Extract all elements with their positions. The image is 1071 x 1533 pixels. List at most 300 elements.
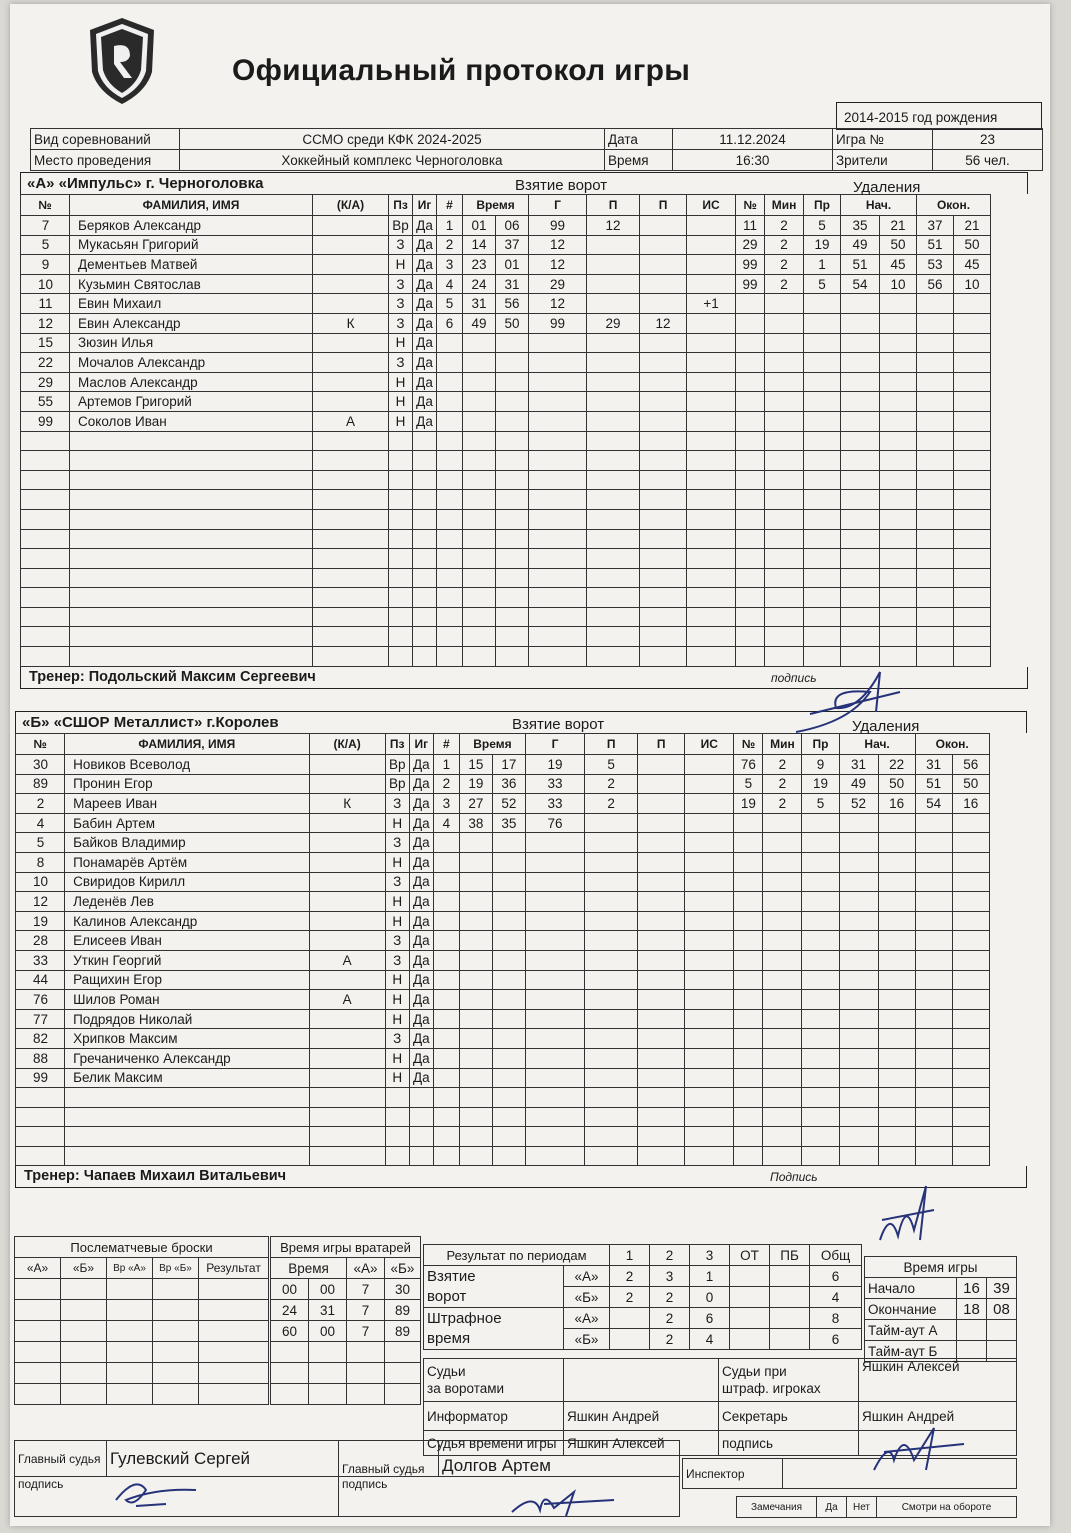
team-a-player-name: Соколов Иван (70, 411, 313, 431)
team-a-goal-strength (687, 216, 736, 236)
team-b-col-g-p1: П (585, 734, 638, 755)
time-label: Время (605, 150, 673, 171)
team-a-penalty-end-min: 53 (917, 255, 954, 275)
team-a-row (21, 313, 1028, 333)
team-b-row (16, 755, 1027, 775)
team-a-penalty-start-min: 54 (841, 274, 880, 294)
inspector-table (682, 1458, 1017, 1489)
team-a-col-g-p2: П (640, 195, 687, 216)
team-b-player-played: Да (409, 852, 433, 872)
team-a-row (21, 647, 1028, 667)
remarks-yes[interactable]: Да (817, 1497, 847, 1518)
team-b-row (16, 1009, 1027, 1029)
team-a-penalty-end-min: 37 (917, 216, 954, 236)
team-a-table (20, 194, 1028, 667)
goals-label-1: Взятие (424, 1266, 564, 1287)
team-a-col-g-g: Г (529, 195, 587, 216)
team-a-row (21, 607, 1028, 627)
team-b-player-role (309, 1068, 385, 1088)
team-a-player-played: Да (413, 294, 437, 314)
chief1: Гулевский Сергей (107, 1441, 339, 1477)
team-a-player-number: 29 (21, 372, 70, 392)
team-b-goal-assist-1: 2 (585, 774, 638, 794)
team-a-col-p-no: № (21, 195, 70, 216)
team-b-goal-minute: 38 (459, 813, 492, 833)
team-a-goal-assist-1 (587, 294, 640, 314)
secretary-label: Секретарь (719, 1402, 859, 1431)
team-a-player-played: Да (413, 372, 437, 392)
team-b-coach: Тренер: Чапаев Михаил Витальевич (24, 1168, 287, 1185)
team-a-player-number: 11 (21, 294, 70, 314)
team-b-player-position: З (385, 794, 409, 814)
team-b-col-pen-end: Окон. (915, 734, 989, 755)
team-a-player-position: Н (389, 255, 413, 275)
team-a-col-pen-end: Окон. (917, 195, 991, 216)
shootout-table (14, 1236, 269, 1405)
team-b-row (16, 970, 1027, 990)
team-b-player-played: Да (409, 1029, 433, 1049)
team-b-player-position: З (385, 1029, 409, 1049)
goal-judges-label (424, 1359, 564, 1402)
box-judges: Яшкин Алексей (859, 1359, 1017, 1402)
shootout-col-result: Результат (199, 1258, 269, 1279)
team-b-player-position: Н (385, 813, 409, 833)
team-a-goal-assist-2 (640, 255, 687, 275)
team-a-goal-minute: 01 (463, 216, 496, 236)
team-a-player-role (313, 255, 389, 275)
team-a-row (21, 216, 1028, 236)
period-2-head: 2 (650, 1245, 690, 1266)
team-b-player-role: А (309, 990, 385, 1010)
remarks-see-back: Смотри на обороте (877, 1497, 1017, 1518)
team-b-col-pen-start: Нач. (839, 734, 915, 755)
team-b-penalty-reason: 9 (802, 755, 839, 775)
team-b-player-played: Да (409, 950, 433, 970)
team-b-player-role (309, 1048, 385, 1068)
team-a-player-position: Н (389, 411, 413, 431)
periods-table (423, 1244, 862, 1350)
team-a-goal-number: 4 (437, 274, 463, 294)
pim-a-total: 8 (810, 1308, 862, 1329)
team-a-row (21, 372, 1028, 392)
team-a-player-role (313, 353, 389, 373)
team-b-row (16, 1107, 1027, 1127)
team-b-goal-strength (685, 813, 734, 833)
goalie-time-table (270, 1236, 421, 1405)
spectators-label: Зрители (833, 150, 933, 171)
team-b-penalty-end-sec: 56 (952, 755, 989, 775)
team-a-coach: Тренер: Подольский Максим Сергеевич (29, 668, 316, 685)
team-b-goal-strength (685, 774, 734, 794)
shootout-col-gkb: Вр «Б» (153, 1258, 199, 1279)
goals-a-p3: 1 (690, 1266, 730, 1287)
club-logo (86, 16, 158, 106)
team-a-player-name: Дементьев Матвей (70, 255, 313, 275)
end-hour: 18 (957, 1299, 987, 1320)
team-a-name: «А» «Импульс» г. Черноголовка (27, 175, 264, 192)
team-a-player-role: К (313, 313, 389, 333)
summary-section (14, 1234, 1014, 1522)
start-label: Начало (865, 1278, 957, 1299)
goalie-time-sec: 00 (309, 1279, 347, 1300)
team-b-goal-strength (685, 794, 734, 814)
team-b-player-role (309, 1029, 385, 1049)
team-b-player-position: З (385, 872, 409, 892)
goals-label-2: ворот (424, 1287, 564, 1308)
inspector-label: Инспектор (683, 1459, 783, 1489)
team-b-goal-assist-2 (638, 794, 685, 814)
team-a-penalty-player: 11 (736, 216, 765, 236)
team-b-row (16, 931, 1027, 951)
pim-b-p3: 4 (690, 1329, 730, 1350)
team-b-player-position: З (385, 833, 409, 853)
team-b-player-played: Да (409, 1048, 433, 1068)
competition-label: Вид соревнований (31, 129, 180, 150)
team-b-goal-assist-1: 2 (585, 794, 638, 814)
team-a-player-played: Да (413, 392, 437, 412)
team-b-goal-assist-1: 5 (585, 755, 638, 775)
team-b-header (15, 711, 1027, 733)
team-b-row (16, 774, 1027, 794)
team-a-player-role: А (313, 411, 389, 431)
team-a-goal-scorer: 12 (529, 255, 587, 275)
team-a-row (21, 411, 1028, 431)
team-a-player-position: З (389, 274, 413, 294)
team-b-player-role (309, 970, 385, 990)
goalie-b: 89 (385, 1300, 421, 1321)
goals-team-b: «Б» (564, 1287, 610, 1308)
team-a-goal-assist-1 (587, 255, 640, 275)
remarks-label: Замечания (737, 1497, 817, 1518)
team-a-player-played: Да (413, 411, 437, 431)
pim-b-total: 6 (810, 1329, 862, 1350)
team-b-player-number: 8 (16, 852, 65, 872)
team-b-penalty-start-sec: 22 (878, 755, 915, 775)
team-a-col-pos: Пз (389, 195, 413, 216)
game-number: 23 (933, 129, 1043, 150)
team-b-player-played: Да (409, 813, 433, 833)
goalie-time-col: Время (271, 1258, 347, 1279)
team-a-col-g-n: # (437, 195, 463, 216)
team-a-player-role (313, 216, 389, 236)
team-a-col-g-p1: П (587, 195, 640, 216)
team-b-table (15, 733, 1027, 1166)
team-b-player-number: 2 (16, 794, 65, 814)
team-b-player-position: Вр (385, 755, 409, 775)
team-a-penalty-minutes: 2 (765, 216, 804, 236)
team-b-player-role (309, 755, 385, 775)
goals-a-p1: 2 (610, 1266, 650, 1287)
team-a-penalty-player: 99 (736, 274, 765, 294)
team-a-player-position: Вр (389, 216, 413, 236)
team-b-penalty-player: 19 (734, 794, 763, 814)
team-b-row (16, 872, 1027, 892)
team-b-player-played: Да (409, 1009, 433, 1029)
team-a-penalty-player: 99 (736, 255, 765, 275)
team-a-player-position: З (389, 235, 413, 255)
team-b-col-played: Иг (409, 734, 433, 755)
team-a-col-g-is: ИС (687, 195, 736, 216)
chief2-sign-label: подпись (339, 1477, 680, 1517)
team-b-player-role: К (309, 794, 385, 814)
team-b-goal-minute: 27 (459, 794, 492, 814)
team-a-player-name: Артемов Григорий (70, 392, 313, 412)
goalie-a: 7 (347, 1279, 385, 1300)
team-b-penalty-end-sec: 16 (952, 794, 989, 814)
team-a-col-ka: (К/А) (313, 195, 389, 216)
end-label: Окончание (865, 1299, 957, 1320)
team-b-player-role (309, 1009, 385, 1029)
team-b-penalty-end-min: 51 (915, 774, 952, 794)
team-b-goal-scorer: 19 (525, 755, 584, 775)
team-b-player-name: Ращихин Егор (65, 970, 309, 990)
team-b-penalty-reason: 5 (802, 794, 839, 814)
team-a-goal-scorer: 99 (529, 216, 587, 236)
period-pb-head: ПБ (770, 1245, 810, 1266)
team-b-player-position: Н (385, 970, 409, 990)
team-a-row (21, 333, 1028, 353)
team-a-player-name: Евин Александр (70, 313, 313, 333)
team-a-goal-strength: +1 (687, 294, 736, 314)
team-a-penalty-minutes: 2 (765, 235, 804, 255)
protocol-sheet (10, 4, 1050, 1526)
team-a-goal-second: 37 (496, 235, 529, 255)
team-b-player-position: Н (385, 852, 409, 872)
team-a-player-number: 9 (21, 255, 70, 275)
team-a-row (21, 274, 1028, 294)
team-a-player-played: Да (413, 274, 437, 294)
team-a-penalty-start-min: 35 (841, 216, 880, 236)
game-time-title: Время игры (865, 1257, 1017, 1278)
team-b-goal-second: 36 (492, 774, 525, 794)
team-a-goal-second: 06 (496, 216, 529, 236)
team-b-penalty-end-min: 31 (915, 755, 952, 775)
team-a-player-name: Мочалов Александр (70, 353, 313, 373)
team-a-row (21, 470, 1028, 490)
team-b-player-played: Да (409, 833, 433, 853)
goals-b-p2: 2 (650, 1287, 690, 1308)
team-a-row (21, 431, 1028, 451)
goals-team-a: «А» (564, 1266, 610, 1287)
team-a-penalty-end-sec: 10 (954, 274, 991, 294)
team-b-penalty-start-min: 31 (839, 755, 878, 775)
team-b-player-played: Да (409, 970, 433, 990)
team-a-penalty-start-sec: 21 (880, 216, 917, 236)
team-b-player-name: Мареев Иван (65, 794, 309, 814)
team-b-row (16, 794, 1027, 814)
team-a-pen-title: Удаления (853, 179, 921, 196)
team-a-row (21, 451, 1028, 471)
team-b-goal-assist-2 (638, 774, 685, 794)
team-b-row (16, 852, 1027, 872)
team-a-penalty-start-sec: 50 (880, 235, 917, 255)
info-table (30, 128, 1043, 171)
team-b-goal-second: 35 (492, 813, 525, 833)
team-b-row (16, 990, 1027, 1010)
pim-b-pb (770, 1329, 810, 1350)
team-a-penalty-start-sec: 10 (880, 274, 917, 294)
team-a-penalty-player: 29 (736, 235, 765, 255)
team-a-goal-scorer: 29 (529, 274, 587, 294)
competition: ССМО среди КФК 2024-2025 (180, 129, 605, 150)
pim-a-ot (730, 1308, 770, 1329)
team-b-player-played: Да (409, 990, 433, 1010)
team-a-coach-row (20, 667, 1028, 689)
team-b-row (16, 1146, 1027, 1166)
team-b-player-role (309, 911, 385, 931)
team-a-penalty-reason: 5 (804, 274, 841, 294)
chief2: Долгов Артем (439, 1441, 680, 1477)
goals-a-pb (770, 1266, 810, 1287)
team-b-row (16, 1029, 1027, 1049)
team-a-row (21, 255, 1028, 275)
team-b-player-position: З (385, 950, 409, 970)
team-a-row (21, 627, 1028, 647)
shootout-title: Послематчевые броски (15, 1237, 269, 1258)
team-a-row (21, 235, 1028, 255)
team-b-goal-number: 2 (433, 774, 459, 794)
team-b-col-g-time: Время (459, 734, 525, 755)
team-b-player-position: З (385, 931, 409, 951)
team-a-penalty-reason: 19 (804, 235, 841, 255)
team-a-penalty-start-min: 49 (841, 235, 880, 255)
goalie-time-sec: 00 (309, 1321, 347, 1342)
team-b-col-g-n: # (433, 734, 459, 755)
goalie-col-a: «А» (347, 1258, 385, 1279)
team-b-player-name: Бабин Артем (65, 813, 309, 833)
team-b-goal-minute: 15 (459, 755, 492, 775)
team-b-player-played: Да (409, 774, 433, 794)
team-b-player-played: Да (409, 872, 433, 892)
team-a-player-role (313, 235, 389, 255)
team-b-col-pos: Пз (385, 734, 409, 755)
team-b-col-pen-pr: Пр (802, 734, 839, 755)
pim-team-a: «А» (564, 1308, 610, 1329)
team-b-player-role (309, 852, 385, 872)
team-a-col-played: Иг (413, 195, 437, 216)
remarks-no[interactable]: Нет (847, 1497, 877, 1518)
pim-b-p2: 2 (650, 1329, 690, 1350)
team-b-player-played: Да (409, 1068, 433, 1088)
team-b-player-role (309, 892, 385, 912)
team-b-player-position: Н (385, 1009, 409, 1029)
team-b-col-ka: (К/А) (309, 734, 385, 755)
team-b-player-number: 4 (16, 813, 65, 833)
team-b-goal-number: 3 (433, 794, 459, 814)
team-a-goal-minute: 23 (463, 255, 496, 275)
pim-a-p3: 6 (690, 1308, 730, 1329)
end-minute: 08 (987, 1299, 1017, 1320)
period-ot-head: ОТ (730, 1245, 770, 1266)
game-time-table (864, 1256, 1017, 1362)
team-a-penalty-start-sec: 45 (880, 255, 917, 275)
chief1-sign-label: подпись (15, 1477, 339, 1517)
team-a-penalty-start-min: 51 (841, 255, 880, 275)
team-a-penalty-end-sec: 21 (954, 216, 991, 236)
goals-a-ot (730, 1266, 770, 1287)
team-a-penalty-reason: 1 (804, 255, 841, 275)
team-a-row (21, 529, 1028, 549)
team-a-goal-strength (687, 255, 736, 275)
team-a-goal-second: 56 (496, 294, 529, 314)
team-a-goal-minute: 31 (463, 294, 496, 314)
team-b-row (16, 911, 1027, 931)
team-a-goal-scorer: 99 (529, 313, 587, 333)
periods-title: Результат по периодам (424, 1245, 610, 1266)
venue-label: Место проведения (31, 150, 180, 171)
team-b-goal-second: 17 (492, 755, 525, 775)
team-b-player-name: Калинов Александр (65, 911, 309, 931)
team-b-player-number: 28 (16, 931, 65, 951)
team-a-penalty-end-sec: 45 (954, 255, 991, 275)
team-a-row (21, 509, 1028, 529)
team-a-goal-number: 5 (437, 294, 463, 314)
team-a-section (20, 172, 1028, 689)
spectators: 56 чел. (933, 150, 1043, 171)
team-b-goal-strength (685, 755, 734, 775)
team-b-penalty-end-min: 54 (915, 794, 952, 814)
team-a-goal-second: 50 (496, 313, 529, 333)
goals-a-total: 6 (810, 1266, 862, 1287)
team-b-coach-row (15, 1166, 1027, 1188)
team-b-penalty-minutes: 2 (763, 774, 802, 794)
team-b-penalty-start-min: 49 (839, 774, 878, 794)
team-b-player-name: Уткин Георгий (65, 950, 309, 970)
shootout-col-a: «А» (15, 1258, 61, 1279)
timer-judge: Яшкин Алексей (564, 1431, 719, 1456)
informer: Яшкин Андрей (564, 1402, 719, 1431)
team-a-goal-strength (687, 313, 736, 333)
team-a-penalty-end-min: 56 (917, 274, 954, 294)
remarks-table (736, 1496, 1017, 1518)
team-a-col-pen-start: Нач. (841, 195, 917, 216)
team-b-goal-number: 1 (433, 755, 459, 775)
team-a-goal-minute: 49 (463, 313, 496, 333)
pim-label-1: Штрафное (424, 1308, 564, 1329)
team-b-player-number: 30 (16, 755, 65, 775)
team-a-row (21, 568, 1028, 588)
chief1-label: Главный судья (15, 1441, 107, 1477)
team-b-player-name: Белик Максим (65, 1068, 309, 1088)
team-a-player-role (313, 392, 389, 412)
team-b-player-number: 89 (16, 774, 65, 794)
goalie-b: 30 (385, 1279, 421, 1300)
team-b-penalty-start-min: 52 (839, 794, 878, 814)
goals-b-p3: 0 (690, 1287, 730, 1308)
goalie-time-min: 60 (271, 1321, 309, 1342)
team-b-player-position: Н (385, 1068, 409, 1088)
team-b-player-position: Н (385, 892, 409, 912)
team-b-goal-assist-2 (638, 755, 685, 775)
page-title: Официальный протокол игры (232, 54, 691, 87)
team-b-player-name: Гречаниченко Александр (65, 1048, 309, 1068)
goalie-col-b: «Б» (385, 1258, 421, 1279)
team-a-player-played: Да (413, 216, 437, 236)
team-a-goal-scorer: 12 (529, 294, 587, 314)
team-b-player-played: Да (409, 931, 433, 951)
team-a-goal-assist-1: 29 (587, 313, 640, 333)
period-total-head: Общ (810, 1245, 862, 1266)
team-b-player-number: 5 (16, 833, 65, 853)
team-a-header (20, 172, 1028, 194)
chief-judges-table (14, 1440, 680, 1517)
team-b-goal-second: 52 (492, 794, 525, 814)
team-a-player-name: Мукасьян Григорий (70, 235, 313, 255)
team-b-player-position: Н (385, 911, 409, 931)
team-a-goal-strength (687, 235, 736, 255)
team-b-row (16, 950, 1027, 970)
game-label: Игра № (833, 129, 933, 150)
